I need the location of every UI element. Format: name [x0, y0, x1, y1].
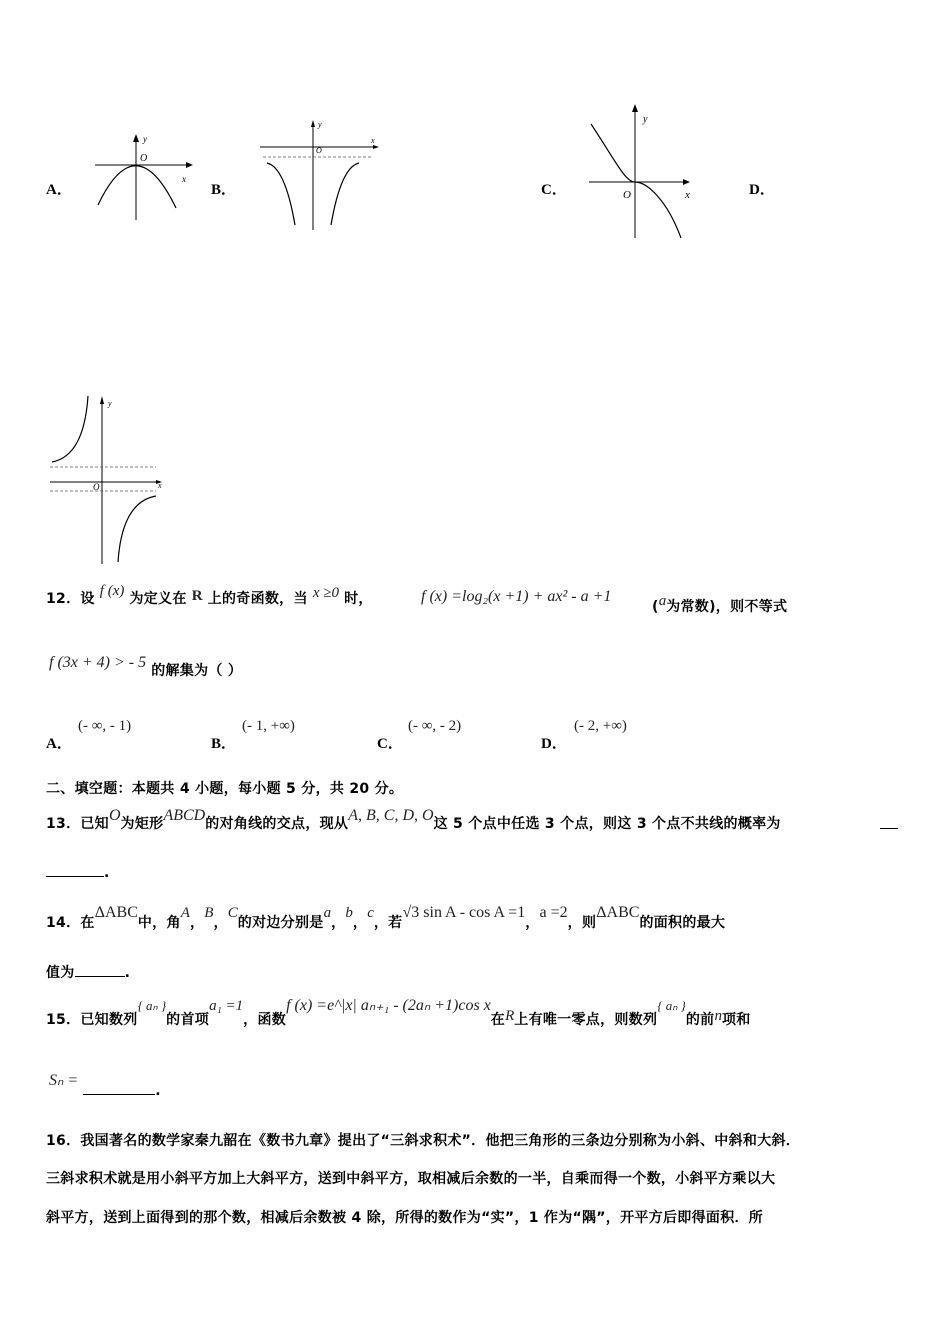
q12-condition: x ≥0 — [312, 585, 340, 601]
q13-line1 — [46, 805, 781, 832]
q13-answer-blank[interactable] — [46, 862, 104, 877]
graph-b-curve-right — [331, 163, 359, 225]
graph-c-y-label: y — [643, 114, 648, 125]
graph-d-curve-left — [52, 396, 88, 462]
q12-number: 12．设 — [46, 591, 95, 607]
q15-sequence: { aₙ } — [137, 998, 167, 1013]
section2-heading: 二、填空题：本题共 4 小题，每小题 5 分，共 20 分。 — [46, 781, 404, 797]
q15-end: . — [155, 1083, 161, 1099]
q15-text1: 的首项 — [166, 1012, 210, 1028]
q12-option-c-value: (- ∞, - 2) — [408, 718, 462, 734]
q15-sequence-2: { aₙ } — [657, 998, 686, 1013]
graph-a-y-label: y — [143, 134, 147, 144]
graph-d-y-arrow — [100, 396, 104, 404]
q15-text2: ，函数 — [243, 1012, 287, 1028]
option-b-label: B． — [211, 182, 237, 198]
q15-line1 — [46, 995, 751, 1028]
q15-line2 — [49, 1070, 161, 1099]
q14-text5: 的面积的最大 — [639, 915, 726, 931]
q14-line2 — [46, 962, 130, 982]
q14-side-b: b — [345, 905, 353, 921]
graph-b-origin-label: O — [316, 146, 322, 155]
q13-O: O — [108, 807, 121, 824]
q15-answer-blank[interactable] — [83, 1080, 155, 1095]
q14-answer-blank[interactable] — [75, 962, 125, 977]
q15-function: f (x) =e^|x| aₙ₊₁ - (2aₙ +1)cos x — [286, 997, 491, 1014]
q15-Sn: Sₙ = — [49, 1072, 79, 1089]
q14-sep2: ， — [213, 915, 228, 931]
q15-first-term: a₁ =1 — [209, 998, 244, 1014]
q12-paren: ( — [652, 599, 659, 615]
graph-b-curve-left — [267, 163, 295, 225]
q16-line3: 斜平方，送到上面得到的那个数，相减后余数被 4 除，所得的数作为“实”，1 作为“隅”，开平方后即得面积．所 — [46, 1210, 764, 1226]
q12-line1-tail — [652, 593, 788, 616]
q15-R: R — [505, 1008, 515, 1024]
q12-a-var: a — [658, 593, 667, 609]
q13-number: 13．已知 — [46, 816, 109, 832]
graph-c-x-label: x — [685, 189, 690, 201]
q14-end: . — [124, 965, 131, 981]
q12-option-a-value: (- ∞, - 1) — [78, 718, 132, 734]
q14-line1 — [46, 902, 726, 931]
q13-blank-start[interactable] — [880, 828, 898, 829]
graph-c-origin-label: O — [623, 189, 631, 201]
q12-option-d-value: (- 2, +∞) — [574, 718, 627, 734]
q14-side-c: c — [367, 905, 374, 921]
q14-sep3: ， — [331, 915, 346, 931]
q14-line2-text: 值为 — [46, 965, 75, 981]
q15-n: n — [714, 1008, 722, 1024]
q12-option-d[interactable]: D． — [541, 736, 567, 752]
q12-text2: 上的奇函数，当 — [207, 591, 308, 607]
graph-d — [48, 390, 168, 568]
q16-line2: 三斜求积术就是用小斜平方加上大斜平方，送到中斜平方，取相减后余数的一半，自乘而得一个数，小斜平方乘以大 — [46, 1171, 776, 1187]
graph-a — [90, 130, 195, 225]
q12-text3: 时， — [344, 591, 373, 607]
q14-angle-B: B — [204, 905, 214, 921]
q13-text2: 的对角线的交点，现从 — [205, 816, 349, 832]
graph-b-y-arrow — [311, 120, 315, 127]
q15-text5: 的前 — [685, 1012, 715, 1028]
q15-number: 15．已知数列 — [46, 1012, 138, 1028]
graph-a-x-arrow — [186, 162, 193, 168]
option-c-label: C． — [541, 182, 567, 198]
q13-points: A, B, C, D, O — [348, 807, 434, 824]
q14-angle-A: A — [180, 905, 190, 921]
graph-d-y-label: y — [108, 399, 112, 408]
q14-text3: ，若 — [373, 915, 403, 931]
q12-option-a[interactable]: A． — [46, 736, 72, 752]
q12-line1 — [46, 583, 373, 608]
graph-a-y-arrow — [133, 134, 139, 142]
graph-c-curve — [591, 124, 681, 238]
q14-sep1: ， — [189, 915, 205, 931]
q12-R: R — [191, 588, 203, 604]
q12-text1: 为定义在 — [129, 591, 187, 607]
q14-number: 14．在 — [46, 915, 95, 931]
graph-a-curve — [98, 166, 176, 208]
graph-d-origin-label: O — [93, 482, 100, 492]
graph-c-x-arrow — [683, 179, 690, 185]
q13-text3: 这 5 个点中任选 3 个点，则这 3 个点不共线的概率为 — [433, 816, 781, 832]
q12-option-c[interactable]: C． — [377, 736, 403, 752]
q12-text5: 的解集为（ ） — [151, 663, 243, 679]
q14-equation-2: a =2 — [539, 904, 568, 921]
q14-triangle-2: ΔABC — [596, 904, 640, 921]
q14-angle-C: C — [227, 905, 238, 921]
graph-d-x-label: x — [158, 481, 162, 490]
q14-text4: ，则 — [567, 915, 597, 931]
graph-c-y-arrow — [632, 104, 638, 112]
q12-option-b-value: (- 1, +∞) — [242, 718, 295, 734]
q16-line1: 16．我国著名的数学家秦九韶在《数书九章》提出了“三斜求积术”．他把三角形的三条边分别称为小斜、中斜和大斜． — [46, 1133, 801, 1149]
q14-sep4: ， — [352, 915, 368, 931]
q13-line2 — [46, 862, 110, 881]
q14-sep5: ， — [525, 915, 540, 931]
q13-rect: ABCD — [163, 807, 206, 824]
q15-text4: 上有唯一零点，则数列 — [514, 1012, 658, 1028]
option-d-label: D． — [749, 182, 775, 198]
graph-a-x-label: x — [182, 174, 186, 184]
q14-side-a: a — [323, 905, 332, 921]
option-a-label: A． — [46, 182, 72, 198]
q12-text4: 为常数)，则不等式 — [666, 599, 788, 615]
graph-b — [255, 115, 385, 235]
q12-inequality: f (3x + 4) > - 5 — [49, 654, 147, 671]
graph-b-y-label: y — [318, 120, 322, 129]
q14-text1: 中，角 — [137, 915, 181, 931]
graph-b-x-label: x — [371, 136, 375, 145]
q15-text6: 项和 — [721, 1012, 751, 1028]
graph-d-curve-right — [118, 496, 156, 562]
q12-formula: f (x) =log₂(x +1) + ax² - a +1 — [421, 588, 612, 605]
graph-b-x-arrow — [373, 145, 379, 149]
q12-fx: f (x) — [99, 583, 125, 599]
q14-text2: 的对边分别是 — [237, 915, 324, 931]
q14-equation-1: √3 sin A - cos A =1 — [402, 904, 526, 921]
q12-options — [46, 718, 746, 758]
q12-line2 — [49, 654, 243, 680]
q14-triangle: ΔABC — [94, 904, 138, 921]
q13-text1: 为矩形 — [120, 816, 164, 832]
q12-option-b[interactable]: B． — [211, 736, 237, 752]
graph-a-origin-label: O — [140, 153, 148, 164]
q15-text3: 在 — [490, 1012, 506, 1028]
graph-c — [585, 100, 695, 242]
q13-end: . — [104, 865, 110, 881]
